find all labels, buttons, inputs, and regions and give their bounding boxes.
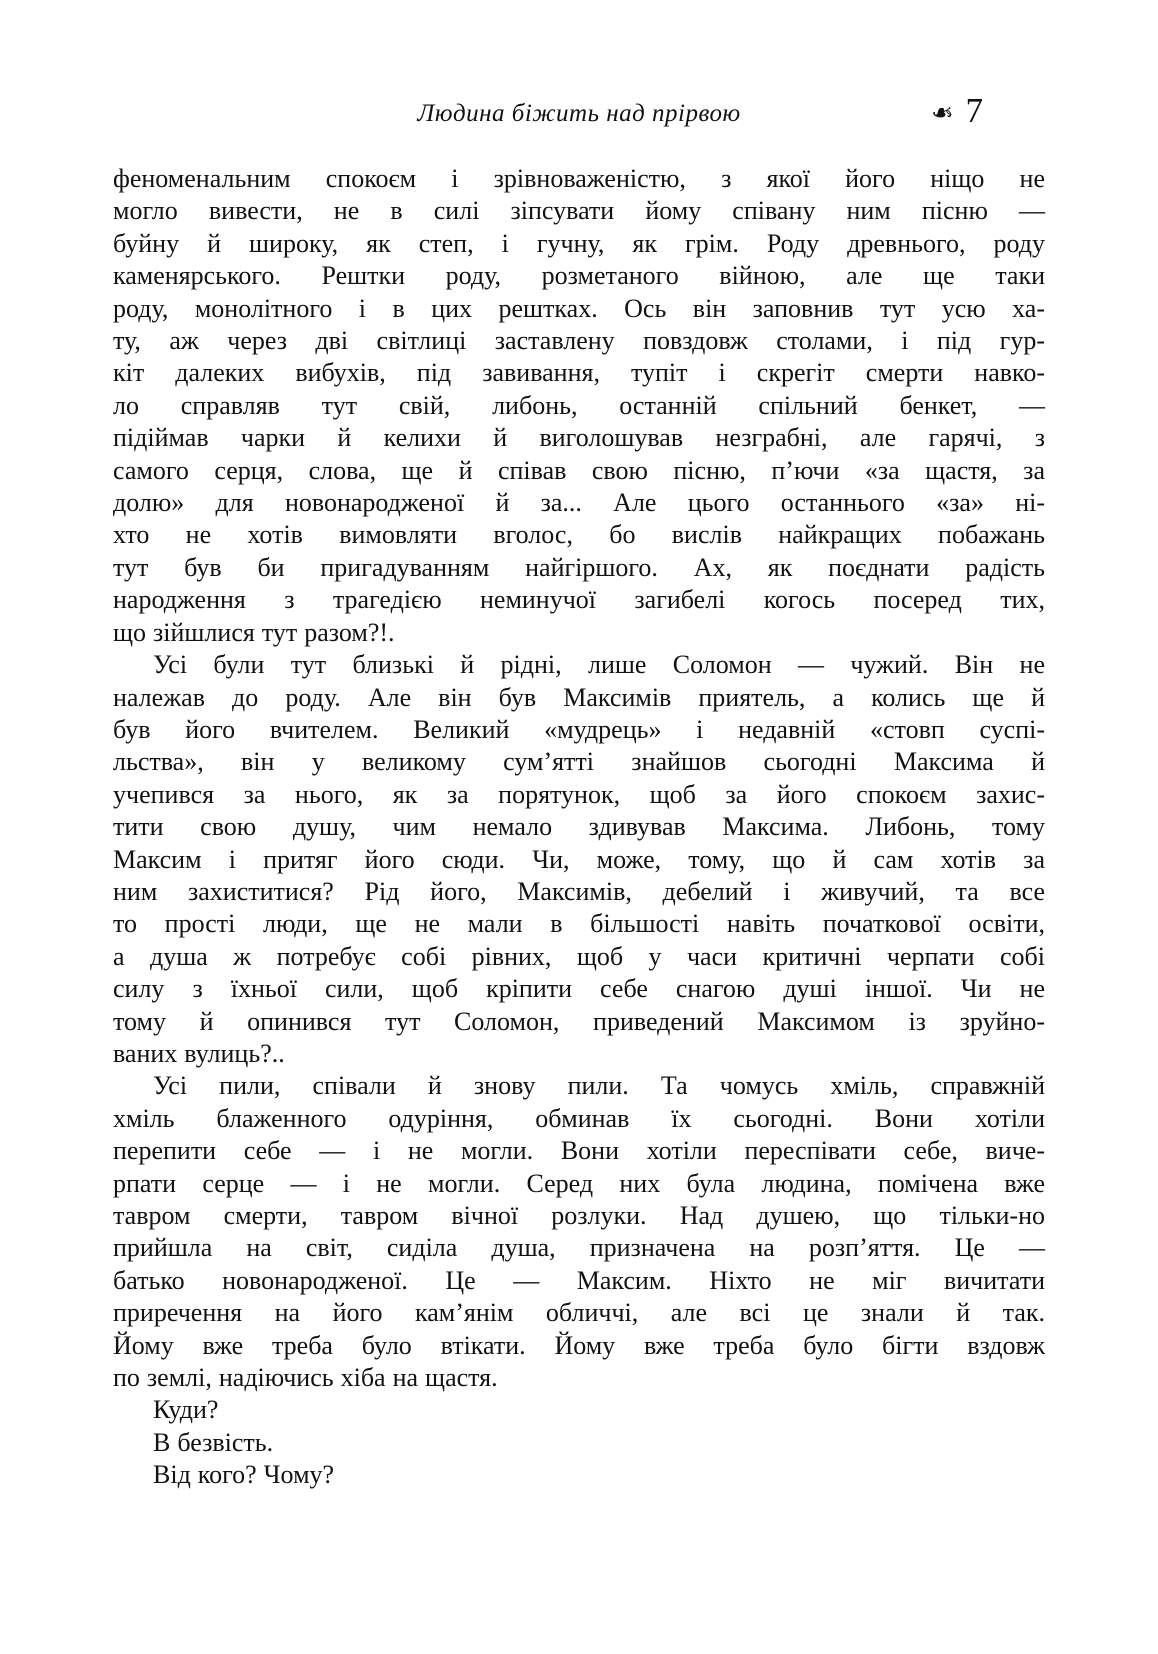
text-line: належав до роду. Але він був Максимів приятель, а колись ще й [113, 682, 1045, 712]
text-line: учепився за нього, як за порятунок, щоб за його спокоєм захис- [113, 779, 1045, 809]
text-line: В безвість. [153, 1427, 274, 1457]
text-line: рпати серце — і не могли. Серед них була людина, помічена вже [113, 1168, 1045, 1198]
text-line: тут був би пригадуванням найгіршого. Ах, як поєднати радість [113, 552, 1045, 582]
text-line: самого серця, слова, ще й співав свою пісню, п’ючи «за щастя, за [113, 455, 1045, 485]
text-line: феноменальним спокоєм і зрівноваженістю, з якої його ніщо не [113, 164, 1045, 193]
paragraph [113, 1070, 1045, 1394]
text-line: що зійшлися тут разом?!. [113, 617, 395, 647]
text-line: то прості люди, ще не мали в більшості навіть початкової освіти, [113, 909, 1045, 939]
paragraph [113, 1394, 1045, 1426]
text-line: буйну й широку, як степ, і гучну, як грім. Роду древнього, роду [113, 228, 1045, 258]
text-line: силу з їхньої сили, щоб кріпити себе снагою душі іншої. Чи не [113, 974, 1045, 1004]
running-head [113, 91, 1045, 138]
text-line: прийшла на світ, сиділа душа, призначена на розп’яття. Це — [113, 1233, 1045, 1263]
text-line: був його вчителем. Великий «мудрець» і недавній «стовп суспі- [113, 714, 1045, 744]
text-line: роду, монолітного і в цих рештках. Ось він заповнив тут усю ха- [113, 293, 1045, 323]
text-column [113, 0, 1045, 1492]
fleuron-ornament-icon: ❧ [930, 98, 954, 128]
running-title: Людина біжить над прірвою [417, 100, 741, 127]
text-line: тити свою душу, чим немало здивував Максима. Либонь, тому [113, 812, 1045, 842]
text-line: ним захиститися? Рід його, Максимів, дебелий і живучий, та все [113, 876, 1045, 906]
text-line: Куди? [153, 1395, 219, 1425]
text-line: льства», він у великому сум’ятті знайшов сьогодні Максима й [113, 747, 1045, 777]
text-line: Усі пили, співали й знову пили. Та чомусь хміль, справжній [153, 1071, 1045, 1101]
text-line: Від кого? Чому? [153, 1460, 335, 1490]
text-line: Йому вже треба було втікати. Йому вже треба було бігти вздовж [113, 1330, 1045, 1360]
text-line: долю» для новонародженої й за... Але цього останнього «за» ні- [113, 488, 1045, 518]
text-line: приречення на його кам’янім обличчі, але всі це знали й так. [113, 1298, 1045, 1328]
text-line: тавром смерти, тавром вічної розлуки. Над душею, що тільки-но [113, 1201, 1045, 1230]
text-line: підіймав чарки й келихи й виголошував незграбні, але гарячі, з [113, 423, 1045, 453]
text-line: хміль блаженного одуріння, обминав їх сьогодні. Вони хотіли [113, 1103, 1045, 1133]
text-line: хто не хотів вимовляти вголос, бо вислів найкращих побажань [113, 520, 1045, 550]
text-line: Максим і притяг його сюди. Чи, може, тому, що й сам хотів за [113, 844, 1045, 874]
paragraph [113, 649, 1045, 1070]
text-line: по землі, надіючись хіба на щастя. [113, 1363, 498, 1393]
text-line: могло вивести, не в силі зіпсувати йому співану ним пісню — [113, 196, 1045, 226]
text-line: ло справляв тут свій, либонь, останній спільний бенкет, — [113, 390, 1045, 420]
text-line: тому й опинився тут Соломон, приведений Максимом із зруйно- [113, 1006, 1045, 1036]
text-line: ваних вулиць?.. [113, 1038, 285, 1068]
text-line: ту, аж через дві світлиці заставлену повздовж столами, і під гур- [113, 326, 1045, 356]
page-body [113, 163, 1045, 1492]
paragraph [113, 163, 1045, 649]
text-line: каменярського. Рештки роду, розметаного війною, але ще таки [113, 261, 1045, 291]
text-line: кіт далеких вибухів, під завивання, тупіт і скрегіт смерти навко- [113, 358, 1045, 388]
text-line: перепити себе — і не могли. Вони хотіли переспівати себе, виче- [113, 1136, 1045, 1166]
text-line: а душа ж потребує собі рівних, щоб у часи критичні черпати собі [113, 941, 1045, 971]
text-line: Усі були тут близькі й рідні, лише Соломон — чужий. Він не [153, 650, 1045, 680]
paragraph [113, 1427, 1045, 1459]
page-number: 7 [965, 91, 983, 130]
folio [931, 90, 983, 132]
text-line: батько новонародженої. Це — Максим. Ніхто не міг вичитати [113, 1265, 1045, 1295]
text-line: народження з трагедією неминучої загибелі когось посеред тих, [113, 585, 1045, 615]
paragraph [113, 1459, 1045, 1491]
